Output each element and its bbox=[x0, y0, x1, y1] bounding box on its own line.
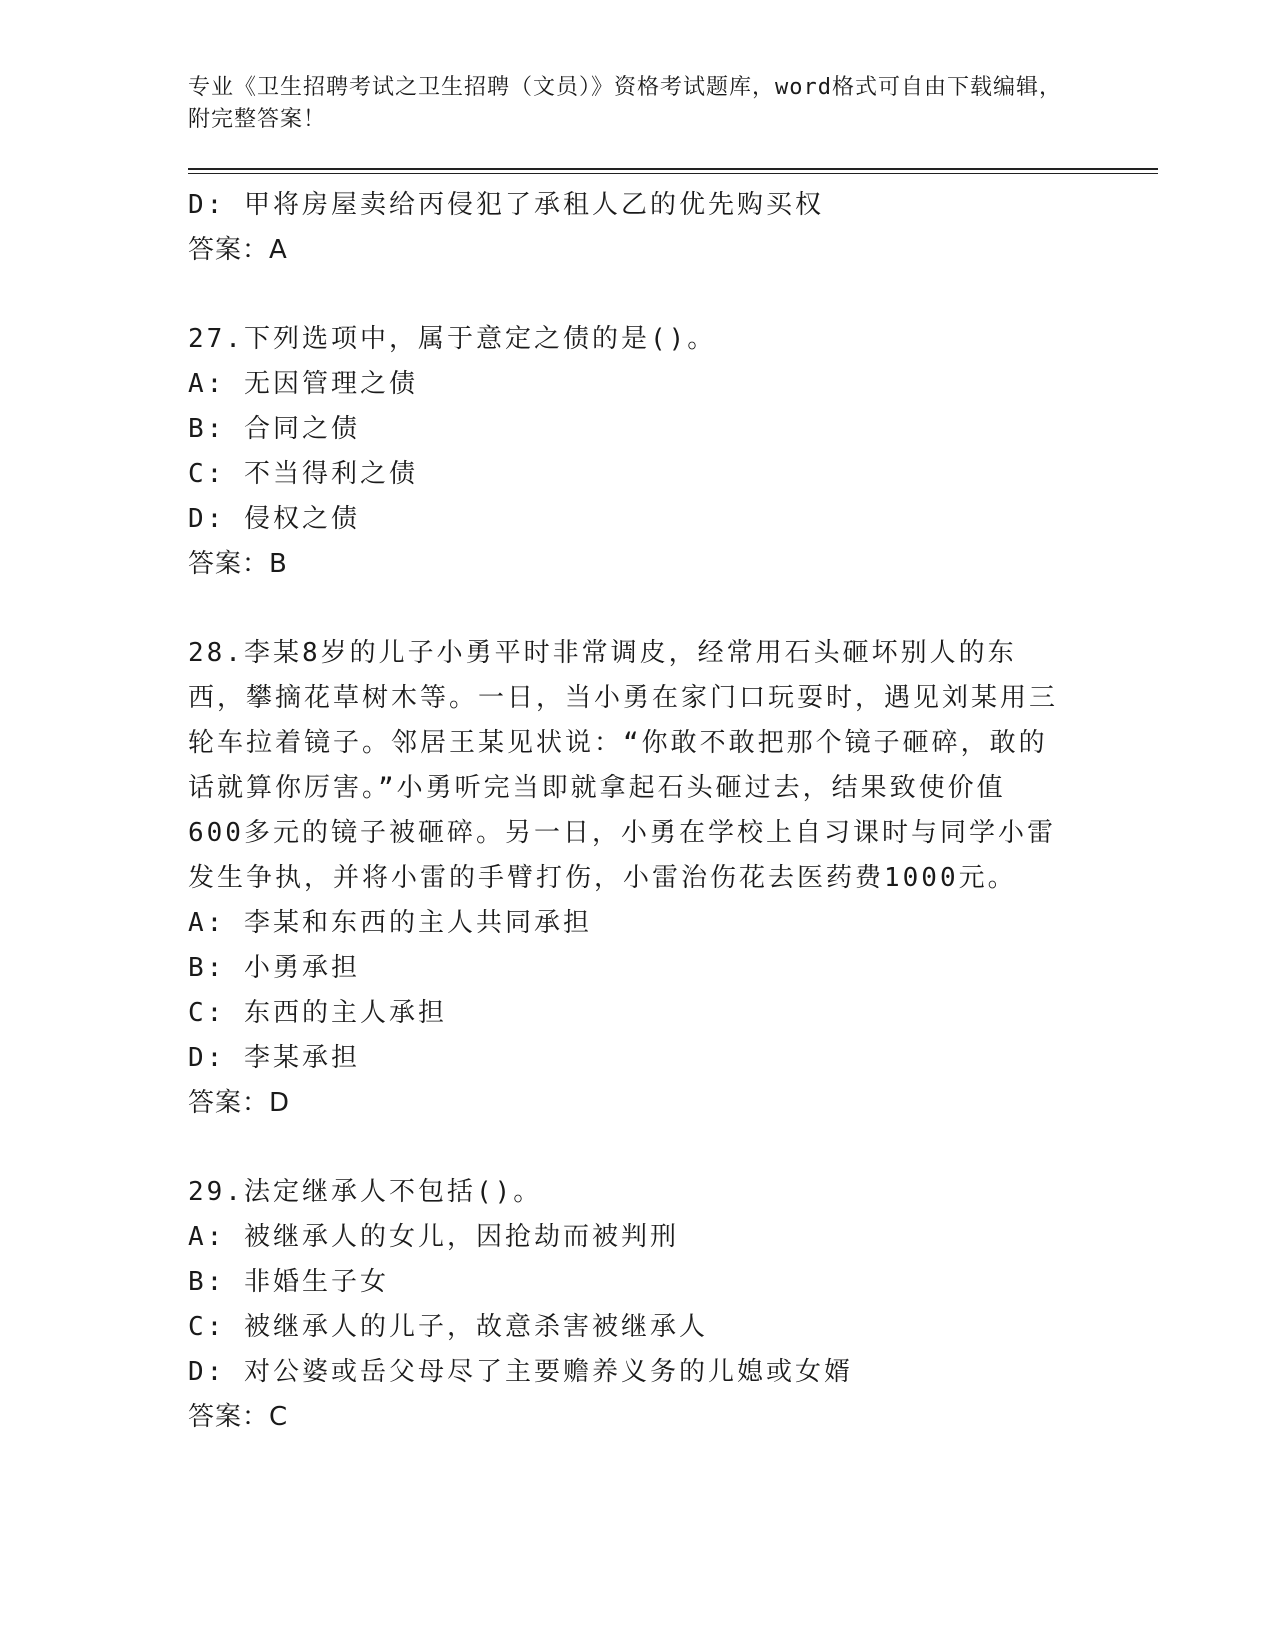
question-stem: 29.法定继承人不包括()。 bbox=[188, 1177, 543, 1207]
answer-label: 答案：D bbox=[188, 1088, 291, 1118]
option-d: D: 侵权之债 bbox=[188, 504, 360, 534]
answer-label: 答案：C bbox=[188, 1402, 289, 1432]
option-b: B: 小勇承担 bbox=[188, 953, 360, 983]
answer-label: 答案：A bbox=[188, 235, 288, 265]
question-28 bbox=[188, 631, 1158, 1126]
option-c: C: 东西的主人承担 bbox=[188, 998, 447, 1028]
option-d: D: 李某承担 bbox=[188, 1043, 360, 1073]
option-d: D: 对公婆或岳父母尽了主要赡养义务的儿媳或女婿 bbox=[188, 1357, 853, 1387]
option-a: A: 被继承人的女儿，因抢劫而被判刑 bbox=[188, 1222, 679, 1252]
option-a: A: 无因管理之债 bbox=[188, 369, 418, 399]
option-b: B: 合同之债 bbox=[188, 414, 360, 444]
header-divider-thick bbox=[188, 168, 1158, 170]
option-c: C: 不当得利之债 bbox=[188, 459, 418, 489]
question-stem: 27.下列选项中，属于意定之债的是()。 bbox=[188, 324, 717, 354]
option-a: A: 李某和东西的主人共同承担 bbox=[188, 908, 592, 938]
question-stem: 28.李某8岁的儿子小勇平时非常调皮，经常用石头砸坏别人的东西，攀摘花草树木等。一日，当小勇在家门口玩耍时，遇见刘某用三轮车拉着镜子。邻居王某见状说：“你敢不敢把那个镜子砸碎，敢的话就算你厉害。”小勇听完当即就拿起石头砸过去，结果致使价值600多元的镜子被砸碎。另一日，小勇在学校上自习课时与同学小雷发生争执，并将小雷的手臂打伤，小雷治伤花去医药费1000元。 bbox=[188, 638, 1059, 893]
option-c: C: 被继承人的儿子，故意杀害被继承人 bbox=[188, 1312, 708, 1342]
question-list bbox=[188, 183, 1158, 1440]
question-27 bbox=[188, 317, 1158, 587]
document-page bbox=[188, 72, 1158, 1440]
answer-label: 答案：B bbox=[188, 549, 288, 579]
document-header-title: 专业《卫生招聘考试之卫生招聘（文员）》资格考试题库，word格式可自由下载编辑，附完整答案！ bbox=[188, 75, 1062, 132]
option-d: D: 甲将房屋卖给丙侵犯了承租人乙的优先购买权 bbox=[188, 190, 824, 220]
question-26-continuation bbox=[188, 183, 1158, 273]
header-divider-thin bbox=[188, 173, 1158, 174]
option-b: B: 非婚生子女 bbox=[188, 1267, 389, 1297]
question-29 bbox=[188, 1170, 1158, 1440]
